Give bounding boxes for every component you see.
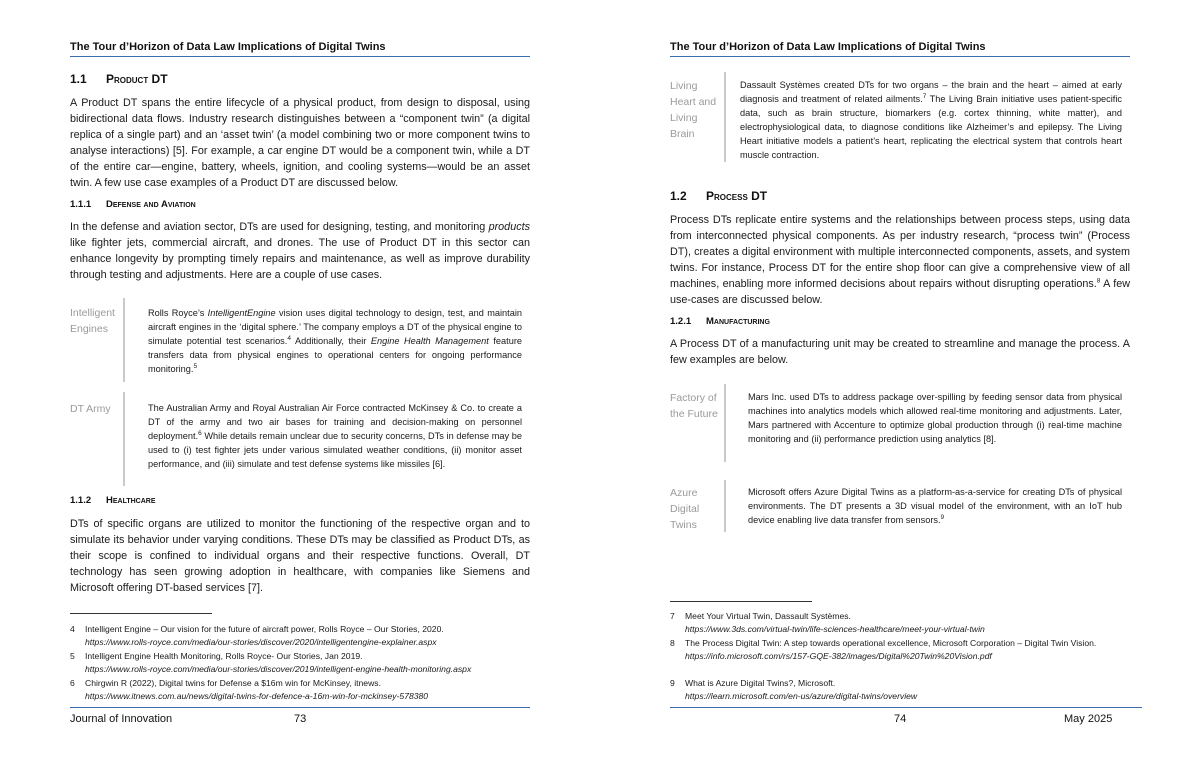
footnote-number: 7 bbox=[670, 611, 675, 621]
case-text-dt-army bbox=[148, 401, 522, 471]
footnote-6 bbox=[70, 677, 540, 703]
healthcare-paragraph: DTs of specific organs are utilized to monitor the functioning of the respective organ and to simulate its behavior under varying conditions. These DTs may be classified as Product DTs, as their scope is confined to individual organs and their respective functions. Overall, DT technology has seen growing adoption in healthcare, with companies like Siemens and Microsoft offering DT-based services [7]. bbox=[70, 518, 530, 594]
section-title: Product DT bbox=[106, 72, 168, 86]
case-divider bbox=[123, 298, 125, 382]
case-text-intelligent-engines bbox=[148, 306, 522, 376]
footnote-ref[interactable]: 6 bbox=[198, 429, 202, 437]
footnote-ref[interactable]: 5 bbox=[193, 362, 198, 370]
subsection-heading-1-1-1 bbox=[70, 199, 196, 210]
section-title: Process DT bbox=[706, 189, 768, 203]
text-run: In the defense and aviation sector, DTs are used for designing, testing, and monitoring bbox=[70, 221, 489, 233]
footnote-number: 8 bbox=[670, 638, 675, 648]
section-heading-1-2 bbox=[670, 189, 767, 203]
footnote-link[interactable]: https://learn.microsoft.com/en-us/azure/digital-twins/overview bbox=[685, 691, 918, 701]
footnote-4 bbox=[70, 623, 540, 649]
footer-rule bbox=[70, 707, 530, 708]
footnote-number: 9 bbox=[670, 678, 675, 688]
subsection-title: Defense and Aviation bbox=[106, 199, 196, 210]
right-page bbox=[600, 0, 1200, 776]
case-text-azure-digital-twins bbox=[748, 485, 1122, 527]
subsection-heading-1-2-1 bbox=[670, 316, 770, 327]
defense-paragraph bbox=[70, 219, 530, 283]
text-run: The Australian Army and Royal Australian Air Force contracted McKinsey & Co. to create a DT of the army and two air bases for training and decision-making on personnel deployment. bbox=[148, 403, 522, 441]
footnote-7 bbox=[670, 610, 1140, 636]
case-label-dt-army: DT Army bbox=[70, 403, 111, 415]
footnote-text: What is Azure Digital Twins?, Microsoft. bbox=[685, 678, 836, 688]
header-rule bbox=[70, 56, 530, 57]
footnote-link[interactable]: https://info.microsoft.com/rs/157-GQE-382/images/Digital%20Twin%20Vision.pdf bbox=[685, 651, 992, 661]
footnote-8 bbox=[670, 637, 1140, 663]
footer-journal: Journal of Innovation bbox=[70, 713, 173, 725]
footnote-ref[interactable]: 9 bbox=[940, 513, 945, 521]
footnote-9 bbox=[670, 677, 1140, 703]
footnote-rule bbox=[670, 601, 812, 602]
case-text-living-heart-brain bbox=[740, 78, 1122, 162]
case-label-living-heart-brain: Living Heart and Living Brain bbox=[670, 80, 717, 140]
subsection-heading-1-1-2 bbox=[70, 495, 156, 506]
page-number: 73 bbox=[294, 713, 307, 725]
footnote-text: Intelligent Engine – Our vision for the future of aircraft power, Rolls Royce – Our Stories, 2020. bbox=[85, 624, 444, 634]
case-label-factory-of-the-future: Factory of the Future bbox=[670, 392, 718, 420]
text-run: Microsoft offers Azure Digital Twins as a platform-as-a-service for creating DTs of physical environments. The DT presents a 3D visual model of the environment, with an IoT hub device enabling live data transfer from sensors. bbox=[748, 487, 1122, 525]
footer-date: May 2025 bbox=[1064, 713, 1113, 725]
case-divider bbox=[724, 480, 726, 532]
footnote-link[interactable]: https://www.itnews.com.au/news/digital-twins-for-defence-a-16m-win-for-mckinsey-578380 bbox=[85, 691, 429, 701]
text-run: A few use-cases are discussed below. bbox=[670, 278, 1130, 306]
text-run: like fighter jets, commercial aircraft, and drones. The use of Product DT in this sector can enhance longevity by prompting timely repairs and maintenance, as well as improve durability through testing and adjustments. Here are a couple of use cases. bbox=[70, 237, 530, 281]
footnote-text: The Process Digital Twin: A step towards operational excellence, Microsoft Corporation – Digital Twin Vision. bbox=[685, 638, 1097, 648]
text-run: feature transfers data from physical engines to operational centers for ongoing performance monitoring. bbox=[148, 336, 522, 374]
text-run: While details remain unclear due to security concerns, DTs in defense may be used to (i) test fighter jets under various simulated weather conditions, (ii) monitor asset performance, and (iii) simulate and test defense systems like missiles [6]. bbox=[148, 431, 522, 469]
footnote-number: 5 bbox=[70, 651, 75, 661]
section-number: 1.2 bbox=[670, 189, 687, 203]
case-divider bbox=[724, 384, 726, 462]
subsection-number: 1.1.1 bbox=[70, 199, 92, 210]
section-heading-1-1 bbox=[70, 72, 168, 86]
footnote-number: 4 bbox=[70, 624, 75, 634]
page-number: 74 bbox=[894, 713, 907, 725]
section-number: 1.1 bbox=[70, 72, 87, 86]
case-label-intelligent-engines: Intelligent Engines bbox=[70, 307, 115, 335]
footnote-link[interactable]: https://www.rolls-royce.com/media/our-stories/discover/2019/intelligent-engine-health-monitoring.aspx bbox=[85, 664, 472, 674]
footnote-rule bbox=[70, 613, 212, 614]
process-intro-paragraph bbox=[670, 212, 1130, 308]
text-run-italic: IntelligentEngine bbox=[207, 308, 276, 318]
running-head: The Tour d’Horizon of Data Law Implications of Digital Twins bbox=[670, 41, 986, 53]
footer-rule bbox=[670, 707, 1142, 708]
footnote-text: Intelligent Engine Health Monitoring, Rolls Royce- Our Stories, Jan 2019. bbox=[85, 651, 363, 661]
footnote-link[interactable]: https://www.rolls-royce.com/media/our-stories/discover/2020/intelligentengine-explainer.aspx bbox=[85, 637, 437, 647]
text-run: vision uses digital technology to design, test, and maintain aircraft engines in the ‘digital sphere.’ The company employs a DT of the physical engine to simulate potential test scenarios. bbox=[148, 308, 522, 346]
text-run: Dassault Systèmes created DTs for two organs – the brain and the heart – aimed at early diagnosis and treatment of related ailments. bbox=[740, 80, 1122, 104]
case-divider bbox=[724, 72, 726, 162]
subsection-title: Manufacturing bbox=[706, 316, 770, 327]
footnote-link[interactable]: https://www.3ds.com/virtual-twin/life-sciences-healthcare/meet-your-virtual-twin bbox=[685, 624, 985, 634]
text-run: Process DTs replicate entire systems and the relationships between process steps, using data from interconnected physical components. As per industry research, “process twin” (Process DT), creates a digital environment with multiple interconnected components, assets, and system twins. For instance, Process DT for the entire shop floor can give a comprehensive view of all machines, enabling more informed decisions about repairs without disrupting operations. bbox=[670, 214, 1130, 290]
footnote-text: Meet Your Virtual Twin, Dassault Systèmes. bbox=[685, 611, 851, 621]
case-text-factory-of-the-future: Mars Inc. used DTs to address package over-spilling by feeding sensor data from physical machines into analytics models which allowed real-time monitoring and adjustments. Later, Mars partnered with Accenture to optimize global production through (i) real-time machine monitoring and (ii) performance prediction using analytics [8]. bbox=[748, 392, 1122, 444]
footnote-number: 6 bbox=[70, 678, 75, 688]
text-run: Rolls Royce’s bbox=[148, 308, 208, 318]
header-rule bbox=[670, 56, 1130, 57]
text-run: Additionally, their bbox=[290, 336, 371, 346]
text-run-italic: Engine Health Management bbox=[370, 336, 489, 346]
manufacturing-paragraph: A Process DT of a manufacturing unit may be created to streamline and manage the process. A few examples are below. bbox=[670, 338, 1130, 366]
subsection-number: 1.1.2 bbox=[70, 495, 92, 506]
running-head: The Tour d’Horizon of Data Law Implications of Digital Twins bbox=[70, 41, 386, 53]
footnote-text: Chirgwin R (2022), Digital twins for Defense a $16m win for McKinsey, itnews. bbox=[85, 678, 381, 688]
subsection-number: 1.2.1 bbox=[670, 316, 692, 327]
text-run: The Living Brain initiative uses patient-specific data, such as brain structure, biomarkers (e.g. cortex thinning, white matter), and electrophysiological data, to diagnose conditions like Alzheimer’s and epilepsy. The Living Heart initiative models a patient’s heart, replicating the electrical system that controls heart muscle contraction. bbox=[740, 94, 1122, 160]
case-label-azure-digital-twins: Azure Digital Twins bbox=[670, 487, 700, 531]
case-divider bbox=[123, 392, 125, 486]
footnote-ref[interactable]: 8 bbox=[1096, 277, 1101, 285]
footnote-5 bbox=[70, 650, 540, 676]
footnote-ref[interactable]: 4 bbox=[287, 334, 291, 342]
footnote-ref[interactable]: 7 bbox=[922, 92, 927, 100]
intro-paragraph: A Product DT spans the entire lifecycle of a physical product, from design to disposal, using bidirectional data flows. Industry research distinguishes between a “component twin” (a digital replica of a single part) and an ‘asset twin’ (a model combining two or more component twins to analyse interactions) [5]. For example, a car engine DT would be a component twin, while a DT of the entire car—engine, battery, wheels, ignition, and cooling systems—would be an asset twin. A few use case examples of a Product DT are discussed below. bbox=[70, 97, 530, 189]
text-run-italic: products bbox=[488, 221, 530, 233]
subsection-title: Healthcare bbox=[106, 495, 156, 506]
